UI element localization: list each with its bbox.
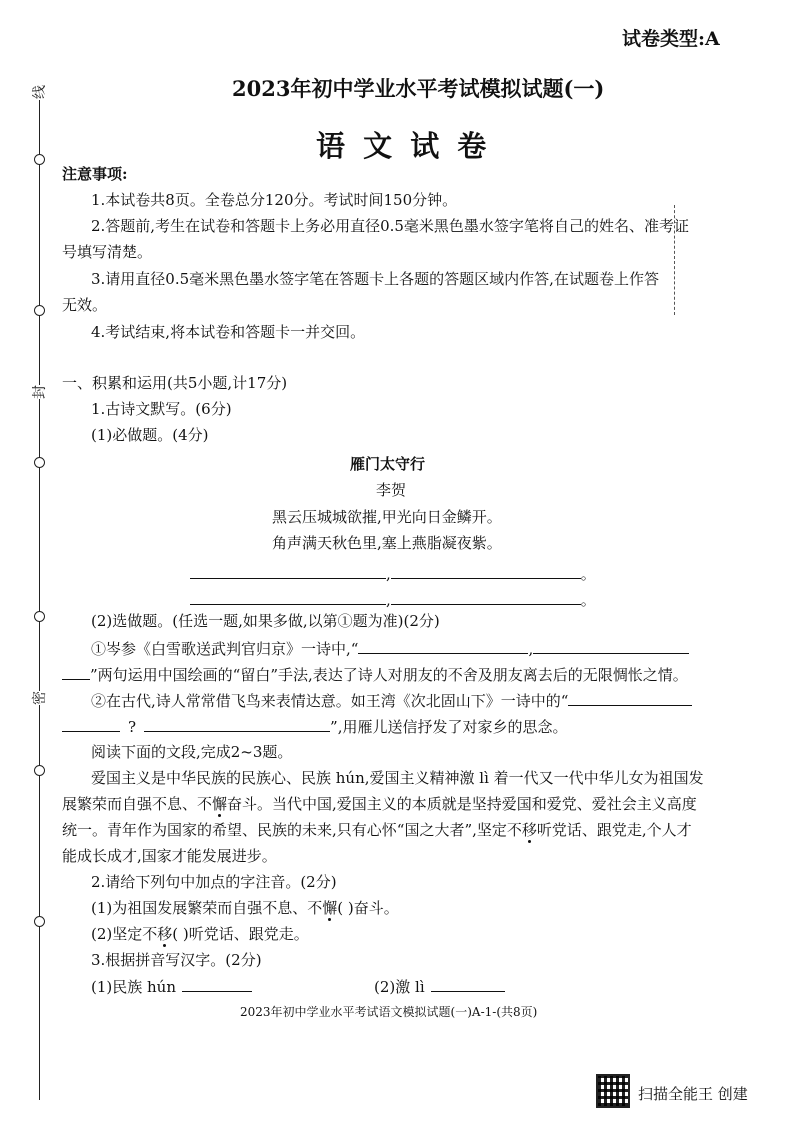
note-2-cont: 号填写清楚。 [62,243,153,261]
passage-text: 奋斗。当代中国,爱国主义的本质就是坚持爱国和爱党、爱社会主义高度 [227,795,697,813]
reading-intro: 阅读下面的文段,完成2~3题。 [91,743,293,761]
passage-line-1: 爱国主义是中华民族的民族心、民族 hún,爱国主义精神激 lì 着一代又一代中华儿女为祖国发 [91,769,704,787]
dotted-char: 懈 [212,795,228,813]
binding-mark-feng: 封 [29,385,49,399]
question-1-1: (1)必做题。(4分) [91,426,209,444]
scanner-watermark: 扫描全能王 创建 [638,1085,748,1103]
question-mark: ? [128,718,137,736]
question-3-2 [374,975,505,998]
question-text: (1)为祖国发展繁荣而自强不息、不 [91,899,323,917]
option-1-text: ①岑参《白雪歌送武判官归京》一诗中,“ [91,640,359,658]
page-footer: 2023年初中学业水平考试语文模拟试题(一)A-1-(共8页) [240,1005,538,1019]
question-1-2: (2)选做题。(任选一题,如果多做,以第①题为准)(2分) [91,612,440,630]
passage-text: 统一。青年作为国家的希望、民族的未来,只有心怀“国之大者”,坚定不 [62,821,522,839]
option-2-line-1 [91,689,692,712]
question-text[interactable]: ( )奋斗。 [337,899,399,917]
note-2: 2.答题前,考生在试卷和答题卡上务必用直径0.5毫米黑色墨水签字笔将自己的姓名、准考证 [91,217,689,235]
exam-title: 2023年初中学业水平考试模拟试题(一) [232,76,605,101]
question-text: (2)坚定不 [91,925,158,943]
note-3-cont: 无效。 [62,296,108,314]
question-3: 3.根据拼音写汉字。(2分) [91,951,262,969]
answer-blank[interactable] [190,562,386,579]
answer-blank[interactable] [62,715,120,732]
dotted-char: 移 [157,925,173,943]
passage-text: 听党话、跟党走,个人才 [536,821,692,839]
poem-line-1: 黑云压城城欲摧,甲光向日金鳞开。 [272,508,502,526]
answer-blank[interactable] [431,975,505,992]
comma: , [528,640,534,658]
option-2-text-end: ”,用雁儿送信抒发了对家乡的思念。 [330,718,568,736]
answer-row-1 [190,562,596,585]
note-3: 3.请用直径0.5毫米黑色墨水签字笔在答题卡上各题的答题区域内作答,在试题卷上作答 [91,270,659,288]
binding-hole-1 [34,154,45,165]
question-text: (2)激 lì [374,978,425,996]
paper-type: 试卷类型:A [622,28,720,50]
question-2-2 [91,923,309,945]
section-heading: 一、积累和运用(共5小题,计17分) [62,374,288,392]
binding-hole-6 [34,916,45,927]
poem-title: 雁门太守行 [350,455,426,473]
answer-blank[interactable] [568,689,692,706]
binding-line [39,100,40,1100]
note-1: 1.本试卷共8页。全卷总分120分。考试时间150分钟。 [91,191,458,209]
comma: , [386,591,391,609]
answer-blank[interactable] [391,562,581,579]
comma: , [386,565,391,583]
qr-code-icon [596,1074,630,1108]
answer-blank[interactable] [533,637,689,654]
option-2-text: ②在古代,诗人常常借飞鸟来表情达意。如王湾《次北固山下》一诗中的“ [91,692,569,710]
question-2: 2.请给下列句中加点的字注音。(2分) [91,873,337,891]
answer-blank[interactable] [190,588,386,605]
binding-hole-4 [34,611,45,622]
answer-blank[interactable] [144,715,330,732]
passage-line-4: 能成长成才,国家才能发展进步。 [62,847,277,865]
answer-blank[interactable] [358,637,528,654]
period: 。 [580,591,596,609]
question-1: 1.古诗文默写。(6分) [91,400,232,418]
passage-line-3 [62,819,692,841]
option-1-line-1 [91,637,689,660]
answer-row-2 [190,588,596,611]
binding-hole-3 [34,457,45,468]
notes-heading: 注意事项: [62,165,128,183]
answer-blank[interactable] [182,975,252,992]
question-2-1 [91,897,399,919]
binding-hole-2 [34,305,45,316]
option-1-line-2 [62,663,688,686]
period: 。 [580,565,596,583]
question-text: (1)民族 hún [91,978,176,996]
dotted-char: 懈 [322,899,338,917]
passage-line-2 [62,793,697,815]
question-3-1 [91,975,252,998]
binding-mark-xian: 线 [32,85,48,99]
binding-hole-5 [34,765,45,776]
answer-blank[interactable] [391,588,581,605]
poem-author: 李贺 [376,481,407,499]
option-1-text-end: ”两句运用中国绘画的“留白”手法,表达了诗人对朋友的不舍及朋友离去后的无限惆怅之情。 [90,666,688,684]
answer-blank[interactable] [62,663,90,680]
passage-text: 展繁荣而自强不息、不 [62,795,213,813]
poem-line-2: 角声满天秋色里,塞上燕脂凝夜紫。 [272,534,502,552]
option-2-line-2 [62,715,568,738]
binding-mark-mi: 密 [29,691,49,705]
question-text[interactable]: ( )听党话、跟党走。 [172,925,309,943]
subject-title: 语 文 试 卷 [316,129,491,163]
dotted-char: 移 [521,821,537,839]
note-4: 4.考试结束,将本试卷和答题卡一并交回。 [91,323,366,341]
